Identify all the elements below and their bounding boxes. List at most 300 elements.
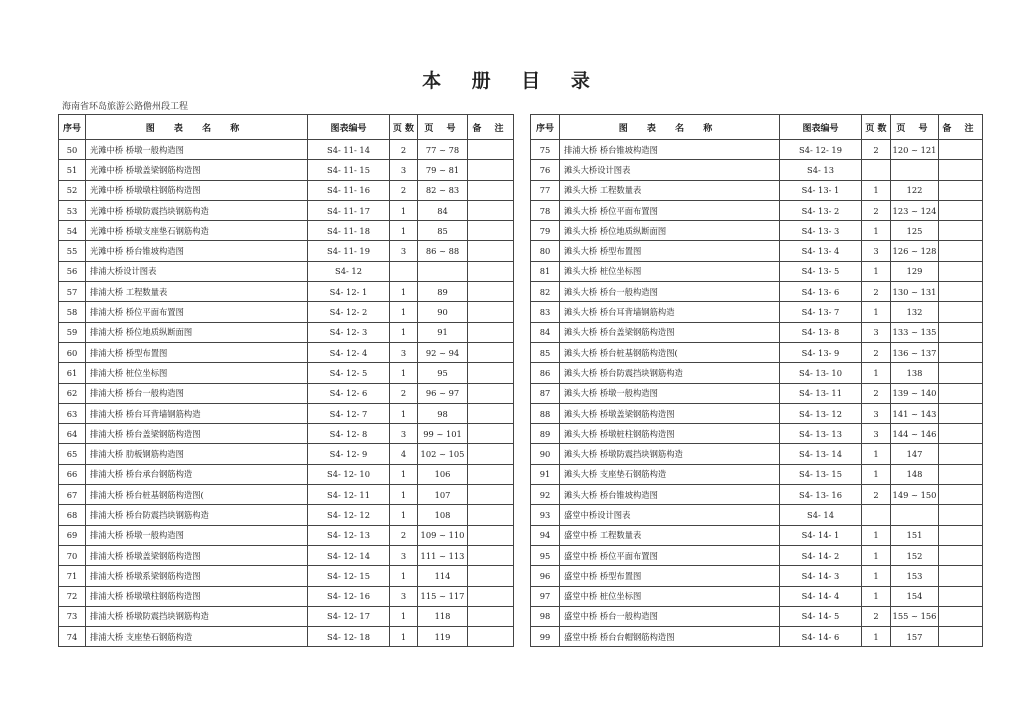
table-row xyxy=(59,444,514,464)
remark xyxy=(939,322,983,342)
row-number: 50 xyxy=(59,140,86,160)
page-count: 1 xyxy=(862,180,891,200)
drawing-name: 滩头大桥 桥墩防震挡块钢筋构造 xyxy=(560,444,780,464)
remark xyxy=(939,444,983,464)
table-row xyxy=(59,586,514,606)
row-number: 95 xyxy=(531,545,560,565)
row-number: 59 xyxy=(59,322,86,342)
drawing-code: S4- 12- 13 xyxy=(308,525,390,545)
table-row xyxy=(59,261,514,281)
drawing-code: S4- 13- 8 xyxy=(780,322,862,342)
row-number: 67 xyxy=(59,485,86,505)
drawing-code: S4- 13- 5 xyxy=(780,261,862,281)
page-range: 91 xyxy=(418,322,468,342)
remark xyxy=(939,545,983,565)
row-number: 81 xyxy=(531,261,560,281)
table-row xyxy=(59,485,514,505)
row-number: 76 xyxy=(531,160,560,180)
drawing-name: 排浦大桥 支座垫石钢筋构造 xyxy=(86,627,308,647)
row-number: 55 xyxy=(59,241,86,261)
page-range: 92 ~ 94 xyxy=(418,342,468,362)
drawing-name: 盛堂中桥 桥台台帽钢筋构造图 xyxy=(560,627,780,647)
table-header-row xyxy=(59,115,514,140)
page-count: 1 xyxy=(390,606,418,626)
remark xyxy=(468,586,514,606)
header-no: 序号 xyxy=(59,115,86,140)
row-number: 79 xyxy=(531,221,560,241)
drawing-name: 光滩中桥 桥墩一般构造图 xyxy=(86,140,308,160)
table-row xyxy=(531,444,983,464)
row-number: 97 xyxy=(531,586,560,606)
drawing-code: S4- 11- 15 xyxy=(308,160,390,180)
page-range: 109 ~ 110 xyxy=(418,525,468,545)
remark xyxy=(468,383,514,403)
remark xyxy=(939,200,983,220)
drawing-name: 排浦大桥 桥台锥坡构造图 xyxy=(560,140,780,160)
page-count: 1 xyxy=(862,302,891,322)
page-count: 1 xyxy=(390,627,418,647)
remark xyxy=(939,424,983,444)
remark xyxy=(468,200,514,220)
page-count: 2 xyxy=(390,140,418,160)
drawing-name: 滩头大桥 桥台盖梁钢筋构造图 xyxy=(560,322,780,342)
page-range: 133 ~ 135 xyxy=(891,322,939,342)
table-row xyxy=(531,282,983,302)
remark xyxy=(939,566,983,586)
row-number: 63 xyxy=(59,403,86,423)
page-count: 2 xyxy=(862,485,891,505)
remark xyxy=(468,485,514,505)
drawing-code: S4- 13- 9 xyxy=(780,342,862,362)
page-count: 1 xyxy=(390,403,418,423)
row-number: 61 xyxy=(59,363,86,383)
table-row xyxy=(531,261,983,281)
table-row xyxy=(531,566,983,586)
drawing-name: 盛堂中桥 桩位坐标图 xyxy=(560,586,780,606)
remark xyxy=(468,403,514,423)
page-range: 85 xyxy=(418,221,468,241)
remark xyxy=(939,525,983,545)
table-row xyxy=(59,424,514,444)
page-count: 2 xyxy=(862,342,891,362)
remark xyxy=(939,302,983,322)
drawing-code: S4- 12- 9 xyxy=(308,444,390,464)
page-range: 157 xyxy=(891,627,939,647)
row-number: 51 xyxy=(59,160,86,180)
drawing-code: S4- 12- 19 xyxy=(780,140,862,160)
page-count: 1 xyxy=(390,363,418,383)
page-range: 102 ~ 105 xyxy=(418,444,468,464)
page-count: 1 xyxy=(862,261,891,281)
drawing-name: 光滩中桥 桥墩支座垫石钢筋构造 xyxy=(86,221,308,241)
drawing-code: S4- 14- 6 xyxy=(780,627,862,647)
row-number: 75 xyxy=(531,140,560,160)
page-count xyxy=(862,160,891,180)
table-row xyxy=(531,363,983,383)
drawing-name: 滩头大桥 桥台锥坡构造图 xyxy=(560,485,780,505)
page-count: 1 xyxy=(390,485,418,505)
remark xyxy=(939,261,983,281)
toc-table-left xyxy=(58,114,514,647)
page-range: 120 ~ 121 xyxy=(891,140,939,160)
page-count: 1 xyxy=(390,221,418,241)
table-row xyxy=(59,241,514,261)
page-range: 152 xyxy=(891,545,939,565)
page-range: 122 xyxy=(891,180,939,200)
page-count: 2 xyxy=(390,180,418,200)
row-number: 56 xyxy=(59,261,86,281)
drawing-code: S4- 12- 17 xyxy=(308,606,390,626)
page-range: 149 ~ 150 xyxy=(891,485,939,505)
drawing-code: S4- 12- 7 xyxy=(308,403,390,423)
remark xyxy=(468,424,514,444)
row-number: 91 xyxy=(531,464,560,484)
row-number: 54 xyxy=(59,221,86,241)
page-count: 1 xyxy=(862,464,891,484)
page-range: 153 xyxy=(891,566,939,586)
drawing-name: 滩头大桥 桥墩桩柱钢筋构造图 xyxy=(560,424,780,444)
page-range xyxy=(891,505,939,525)
drawing-code: S4- 13- 14 xyxy=(780,444,862,464)
row-number: 66 xyxy=(59,464,86,484)
drawing-name: 滩头大桥 桥位地质纵断面图 xyxy=(560,221,780,241)
page-range: 95 xyxy=(418,363,468,383)
table-row xyxy=(531,525,983,545)
page-count: 3 xyxy=(390,586,418,606)
remark xyxy=(939,403,983,423)
table-row xyxy=(531,200,983,220)
remark xyxy=(939,160,983,180)
page-range: 77 ~ 78 xyxy=(418,140,468,160)
drawing-name: 排浦大桥 桥台耳背墙钢筋构造 xyxy=(86,403,308,423)
row-number: 94 xyxy=(531,525,560,545)
page-range: 144 ~ 146 xyxy=(891,424,939,444)
page-count: 1 xyxy=(862,545,891,565)
header-pages: 页 数 xyxy=(862,115,891,140)
page-range: 136 ~ 137 xyxy=(891,342,939,362)
drawing-name: 排浦大桥 桥台盖梁钢筋构造图 xyxy=(86,424,308,444)
table-row xyxy=(59,140,514,160)
table-row xyxy=(59,383,514,403)
drawing-name: 排浦大桥设计图表 xyxy=(86,261,308,281)
drawing-code: S4- 12- 1 xyxy=(308,282,390,302)
drawing-code: S4- 12- 11 xyxy=(308,485,390,505)
drawing-code: S4- 13- 7 xyxy=(780,302,862,322)
table-row xyxy=(59,302,514,322)
drawing-name: 排浦大桥 桥墩一般构造图 xyxy=(86,525,308,545)
page-range: 132 xyxy=(891,302,939,322)
drawing-code: S4- 13- 11 xyxy=(780,383,862,403)
row-number: 85 xyxy=(531,342,560,362)
row-number: 57 xyxy=(59,282,86,302)
row-number: 96 xyxy=(531,566,560,586)
drawing-code: S4- 13- 10 xyxy=(780,363,862,383)
drawing-code: S4- 13- 4 xyxy=(780,241,862,261)
page-range: 129 xyxy=(891,261,939,281)
remark xyxy=(939,282,983,302)
toc-table-right xyxy=(530,114,983,647)
drawing-code: S4- 13 xyxy=(780,160,862,180)
drawing-code: S4- 11- 16 xyxy=(308,180,390,200)
row-number: 92 xyxy=(531,485,560,505)
table-row xyxy=(59,282,514,302)
page-count: 3 xyxy=(390,545,418,565)
drawing-name: 光滩中桥 桥墩盖梁钢筋构造图 xyxy=(86,160,308,180)
table-row xyxy=(59,221,514,241)
page-count xyxy=(390,261,418,281)
remark xyxy=(468,444,514,464)
page-count: 3 xyxy=(862,241,891,261)
page-range: 115 ~ 117 xyxy=(418,586,468,606)
page-count: 1 xyxy=(390,282,418,302)
row-number: 98 xyxy=(531,606,560,626)
table-row xyxy=(59,403,514,423)
toc-body-right xyxy=(531,140,983,647)
page-count: 1 xyxy=(390,302,418,322)
table-row xyxy=(531,221,983,241)
row-number: 90 xyxy=(531,444,560,464)
page-range: 130 ~ 131 xyxy=(891,282,939,302)
row-number: 77 xyxy=(531,180,560,200)
drawing-code: S4- 12- 2 xyxy=(308,302,390,322)
row-number: 58 xyxy=(59,302,86,322)
drawing-name: 滩头大桥 桥墩一般构造图 xyxy=(560,383,780,403)
drawing-name: 排浦大桥 桥墩系梁钢筋构造图 xyxy=(86,566,308,586)
remark xyxy=(939,342,983,362)
page-count: 2 xyxy=(862,282,891,302)
page-count: 1 xyxy=(862,363,891,383)
row-number: 65 xyxy=(59,444,86,464)
table-row xyxy=(531,342,983,362)
drawing-code: S4- 12- 16 xyxy=(308,586,390,606)
remark xyxy=(468,180,514,200)
drawing-name: 滩头大桥 桩位坐标图 xyxy=(560,261,780,281)
page-count: 1 xyxy=(862,221,891,241)
drawing-code: S4- 13- 1 xyxy=(780,180,862,200)
drawing-name: 光滩中桥 桥墩防震挡块钢筋构造 xyxy=(86,200,308,220)
remark xyxy=(939,464,983,484)
header-page-no: 页 号 xyxy=(891,115,939,140)
table-row xyxy=(531,160,983,180)
row-number: 83 xyxy=(531,302,560,322)
drawing-code: S4- 12- 14 xyxy=(308,545,390,565)
page-range xyxy=(418,261,468,281)
remark xyxy=(468,566,514,586)
page-count: 4 xyxy=(390,444,418,464)
remark xyxy=(468,505,514,525)
page-range: 114 xyxy=(418,566,468,586)
page-range: 111 ~ 113 xyxy=(418,545,468,565)
header-note: 备 注 xyxy=(468,115,514,140)
table-row xyxy=(531,464,983,484)
table-row xyxy=(59,342,514,362)
table-row xyxy=(531,505,983,525)
row-number: 68 xyxy=(59,505,86,525)
page-range: 148 xyxy=(891,464,939,484)
toc-body-left xyxy=(59,140,514,647)
page-range: 155 ~ 156 xyxy=(891,606,939,626)
row-number: 70 xyxy=(59,545,86,565)
page-title: 本 册 目 录 xyxy=(422,70,602,92)
row-number: 93 xyxy=(531,505,560,525)
row-number: 84 xyxy=(531,322,560,342)
row-number: 53 xyxy=(59,200,86,220)
remark xyxy=(468,322,514,342)
drawing-name: 排浦大桥 桥台承台钢筋构造 xyxy=(86,464,308,484)
page-count: 1 xyxy=(390,566,418,586)
row-number: 52 xyxy=(59,180,86,200)
page-count: 3 xyxy=(862,403,891,423)
drawing-name: 排浦大桥 桥台一般构造图 xyxy=(86,383,308,403)
page-range: 123 ~ 124 xyxy=(891,200,939,220)
remark xyxy=(939,485,983,505)
drawing-name: 排浦大桥 工程数量表 xyxy=(86,282,308,302)
remark xyxy=(468,363,514,383)
drawing-code: S4- 14- 1 xyxy=(780,525,862,545)
drawing-name: 滩头大桥 桥位平面布置图 xyxy=(560,200,780,220)
table-row xyxy=(59,545,514,565)
table-row xyxy=(59,322,514,342)
table-row xyxy=(59,180,514,200)
header-name: 图 表 名 称 xyxy=(86,115,308,140)
drawing-code: S4- 12- 6 xyxy=(308,383,390,403)
remark xyxy=(939,606,983,626)
page-count: 1 xyxy=(390,200,418,220)
remark xyxy=(468,261,514,281)
page-range: 79 ~ 81 xyxy=(418,160,468,180)
drawing-code: S4- 14- 4 xyxy=(780,586,862,606)
table-row xyxy=(59,464,514,484)
table-row xyxy=(531,140,983,160)
drawing-name: 盛堂中桥 桥型布置图 xyxy=(560,566,780,586)
page-count: 3 xyxy=(862,322,891,342)
page-range: 89 xyxy=(418,282,468,302)
page-range: 118 xyxy=(418,606,468,626)
table-row xyxy=(59,606,514,626)
row-number: 80 xyxy=(531,241,560,261)
drawing-name: 排浦大桥 桥台防震挡块钢筋构造 xyxy=(86,505,308,525)
drawing-code: S4- 12- 15 xyxy=(308,566,390,586)
page-range: 82 ~ 83 xyxy=(418,180,468,200)
drawing-name: 滩头大桥 工程数量表 xyxy=(560,180,780,200)
drawing-name: 滩头大桥 桥台防震挡块钢筋构造 xyxy=(560,363,780,383)
page-count: 1 xyxy=(862,586,891,606)
row-number: 99 xyxy=(531,627,560,647)
drawing-name: 滩头大桥 桥型布置图 xyxy=(560,241,780,261)
table-row xyxy=(531,180,983,200)
drawing-name: 排浦大桥 桥台桩基钢筋构造图( xyxy=(86,485,308,505)
row-number: 69 xyxy=(59,525,86,545)
table-row xyxy=(531,586,983,606)
drawing-name: 滩头大桥 桥台耳背墙钢筋构造 xyxy=(560,302,780,322)
page-count: 3 xyxy=(862,424,891,444)
page-range: 84 xyxy=(418,200,468,220)
row-number: 62 xyxy=(59,383,86,403)
row-number: 78 xyxy=(531,200,560,220)
drawing-code: S4- 12- 4 xyxy=(308,342,390,362)
page-count: 1 xyxy=(390,322,418,342)
remark xyxy=(939,180,983,200)
table-row xyxy=(531,485,983,505)
drawing-code: S4- 11- 14 xyxy=(308,140,390,160)
remark xyxy=(468,302,514,322)
project-name: 海南省环岛旅游公路儋州段工程 xyxy=(62,102,189,112)
drawing-name: 排浦大桥 桩位坐标图 xyxy=(86,363,308,383)
table-row xyxy=(531,241,983,261)
remark xyxy=(468,241,514,261)
drawing-code: S4- 11- 17 xyxy=(308,200,390,220)
drawing-code: S4- 12- 18 xyxy=(308,627,390,647)
page-range: 147 xyxy=(891,444,939,464)
page-range: 99 ~ 101 xyxy=(418,424,468,444)
drawing-code: S4- 13- 3 xyxy=(780,221,862,241)
drawing-code: S4- 13- 12 xyxy=(780,403,862,423)
page-range: 86 ~ 88 xyxy=(418,241,468,261)
header-pages: 页 数 xyxy=(390,115,418,140)
page-range: 98 xyxy=(418,403,468,423)
row-number: 72 xyxy=(59,586,86,606)
drawing-name: 排浦大桥 桥墩墩柱钢筋构造图 xyxy=(86,586,308,606)
row-number: 89 xyxy=(531,424,560,444)
row-number: 73 xyxy=(59,606,86,626)
remark xyxy=(468,525,514,545)
remark xyxy=(939,221,983,241)
remark xyxy=(468,342,514,362)
table-row xyxy=(531,606,983,626)
remark xyxy=(468,606,514,626)
table-row xyxy=(531,403,983,423)
drawing-name: 光滩中桥 桥台锥坡构造图 xyxy=(86,241,308,261)
drawing-name: 排浦大桥 桥位平面布置图 xyxy=(86,302,308,322)
drawing-code: S4- 14- 5 xyxy=(780,606,862,626)
page-range: 107 xyxy=(418,485,468,505)
drawing-code: S4- 13- 2 xyxy=(780,200,862,220)
drawing-name: 滩头大桥 桥台桩基钢筋构造图( xyxy=(560,342,780,362)
remark xyxy=(468,464,514,484)
remark xyxy=(468,160,514,180)
page-count: 1 xyxy=(390,464,418,484)
drawing-code: S4- 13- 6 xyxy=(780,282,862,302)
drawing-code: S4- 12 xyxy=(308,261,390,281)
page-range: 138 xyxy=(891,363,939,383)
table-header-row xyxy=(531,115,983,140)
remark xyxy=(939,586,983,606)
remark xyxy=(939,505,983,525)
drawing-name: 滩头大桥 支座垫石钢筋构造 xyxy=(560,464,780,484)
row-number: 82 xyxy=(531,282,560,302)
page-count: 2 xyxy=(862,383,891,403)
drawing-code: S4- 14 xyxy=(780,505,862,525)
table-row xyxy=(531,627,983,647)
row-number: 88 xyxy=(531,403,560,423)
header-no: 序号 xyxy=(531,115,560,140)
drawing-code: S4- 12- 8 xyxy=(308,424,390,444)
remark xyxy=(468,545,514,565)
remark xyxy=(939,241,983,261)
table-row xyxy=(531,424,983,444)
page-range xyxy=(891,160,939,180)
remark xyxy=(939,383,983,403)
page-count xyxy=(862,505,891,525)
page-count: 1 xyxy=(862,566,891,586)
drawing-code: S4- 13- 16 xyxy=(780,485,862,505)
drawing-code: S4- 12- 3 xyxy=(308,322,390,342)
table-row xyxy=(531,302,983,322)
table-row xyxy=(59,160,514,180)
page-range: 126 ~ 128 xyxy=(891,241,939,261)
remark xyxy=(939,627,983,647)
drawing-name: 排浦大桥 肋板钢筋构造图 xyxy=(86,444,308,464)
